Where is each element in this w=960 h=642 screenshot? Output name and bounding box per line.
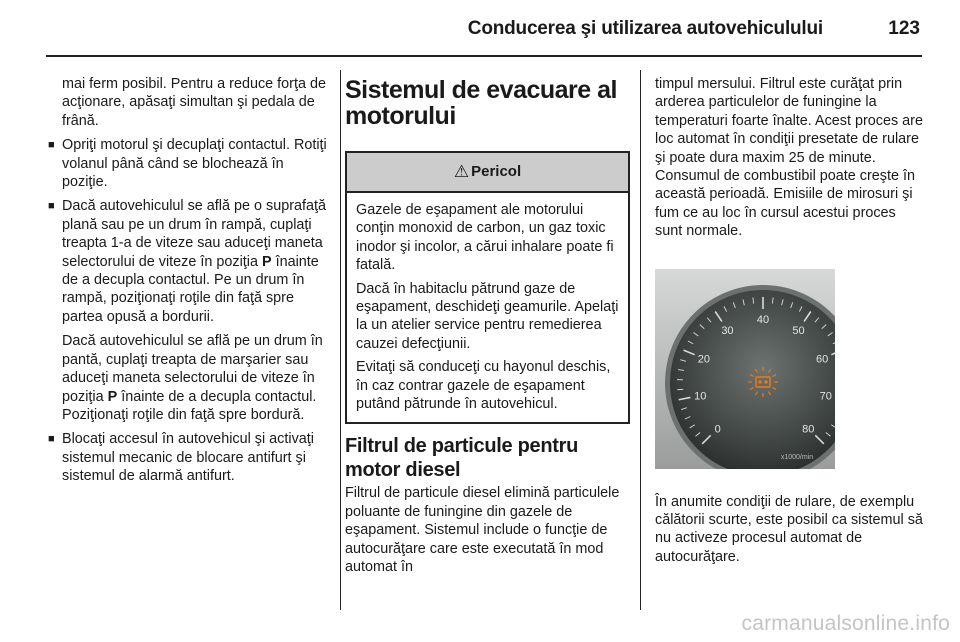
- header-rule: [46, 55, 922, 57]
- warning-paragraph: Gazele de eşapament ale motorului conţin monoxid de carbon, un gaz toxic inodor şi incolor, a cărui inhalare poate fi fatală.: [356, 202, 614, 274]
- column-divider-2: [640, 70, 641, 610]
- column-1: [48, 75, 328, 492]
- warning-title: Pericol: [471, 162, 522, 180]
- bullet-text-part: înainte de a decupla contactul. Pe un drum în rampă, poziţionaţi roţile din faţă spre partea opusă a bordurii.: [62, 253, 319, 325]
- header-title: Conducerea şi utilizarea autovehiculului: [467, 18, 823, 39]
- bullet-item: [48, 197, 328, 326]
- column-2: [345, 75, 630, 583]
- gauge-unit-label: x1000/min: [780, 453, 814, 461]
- body-paragraph: În anumite condiţii de rulare, de exemplu călătorii scurte, este posibil ca sistemul să nu activeze procesul automat de autocurăţare.: [655, 493, 923, 565]
- column-divider-1: [340, 70, 341, 610]
- bullet-text: [62, 198, 326, 324]
- continuation-paragraph: mai ferm posibil. Pentru a reduce forţa de acţionare, apăsaţi simultan şi pedala de frână.: [62, 76, 326, 129]
- column-3: [655, 75, 925, 572]
- gauge-tick-label: 20: [697, 353, 710, 366]
- watermark: carmanualsonline.info: [741, 612, 950, 635]
- gauge-tick-label: 10: [694, 390, 707, 403]
- gauge-tick-label: 30: [721, 324, 734, 337]
- bullet-square-icon: ■: [48, 433, 55, 446]
- gauge-tick-label: 70: [819, 390, 832, 403]
- gauge-tick-label: 60: [816, 353, 829, 366]
- sub-paragraph: [48, 332, 328, 424]
- gear-position-p: P: [107, 388, 118, 405]
- bullet-text: Opriţi motorul şi decuplaţi contactul. Rotiţi volanul până când se blochează în poziţie.: [62, 137, 327, 191]
- subsection-title: Filtrul de particule pentru motor diesel: [345, 435, 579, 482]
- gear-position-p: P: [261, 253, 272, 270]
- gauge-tick-label: 50: [792, 324, 805, 337]
- body-paragraph: Filtrul de particule diesel elimină particulele poluante de funingine din gazele de eşapament. Sistemul include o funcţie de autocurăţare care este executată în mod automat în: [345, 485, 620, 576]
- warning-body: [347, 193, 628, 422]
- warning-triangle-icon: ⚠: [453, 161, 470, 181]
- sub-paragraph-part: înainte de a decupla contactul. Poziţionaţi roţile din faţă spre bordură.: [62, 388, 317, 423]
- bullet-item: [48, 136, 328, 191]
- bullet-text: Blocaţi accesul în autovehicul şi activaţi sistemul mecanic de blocare antifurt şi sistemul de alarmă antifurt.: [62, 431, 314, 485]
- bullet-square-icon: ■: [48, 200, 55, 213]
- warning-paragraph: Evitaţi să conduceţi cu hayonul deschis, în caz contrar gazele de eşapament putând pătrunde în autovehicul.: [356, 359, 611, 413]
- bullet-text-part: Dacă autovehiculul se află pe o suprafaţă plană sau pe un drum în rampă, cuplaţi treapta 1-a de viteze sau aduceţi maneta selectorului de viteze în poziţia: [62, 198, 326, 270]
- tachometer-photo: [655, 269, 835, 469]
- section-title: Sistemul de evacuare al motorului: [345, 76, 617, 130]
- sub-paragraph-part: Dacă autovehiculul se află pe un drum în pantă, cuplaţi treapta de marşarier sau aduceţi maneta selectorului de viteze în poziţia: [62, 333, 323, 405]
- gauge-tick-label: 80: [802, 422, 815, 435]
- bullet-square-icon: ■: [48, 139, 55, 152]
- warning-paragraph: Dacă în habitaclu pătrund gaze de eşapament, deschideţi geamurile. Apelaţi la un atelier service pentru remedierea cauzei defecţiunii.: [356, 280, 619, 352]
- page-number: 123: [888, 18, 920, 39]
- bullet-item: [48, 430, 328, 485]
- body-paragraph: timpul mersului. Filtrul este curăţat prin arderea particulelor de funingine la temperaturi foarte înalte. Acest proces are loc automat în condiţii presetate de rulare şi poate dura maxim 25 de minute. Consumul de combustibil poate creşte în această perioadă. Emisiile de mirosuri şi fum ce au loc în cursul acestui proces sunt normale.: [655, 76, 923, 240]
- tachometer-illustration: [655, 269, 835, 469]
- warning-header: [347, 153, 628, 193]
- gauge-tick-label: 40: [756, 313, 770, 326]
- warning-box: [345, 151, 630, 424]
- gauge-tick-label: 0: [714, 422, 721, 435]
